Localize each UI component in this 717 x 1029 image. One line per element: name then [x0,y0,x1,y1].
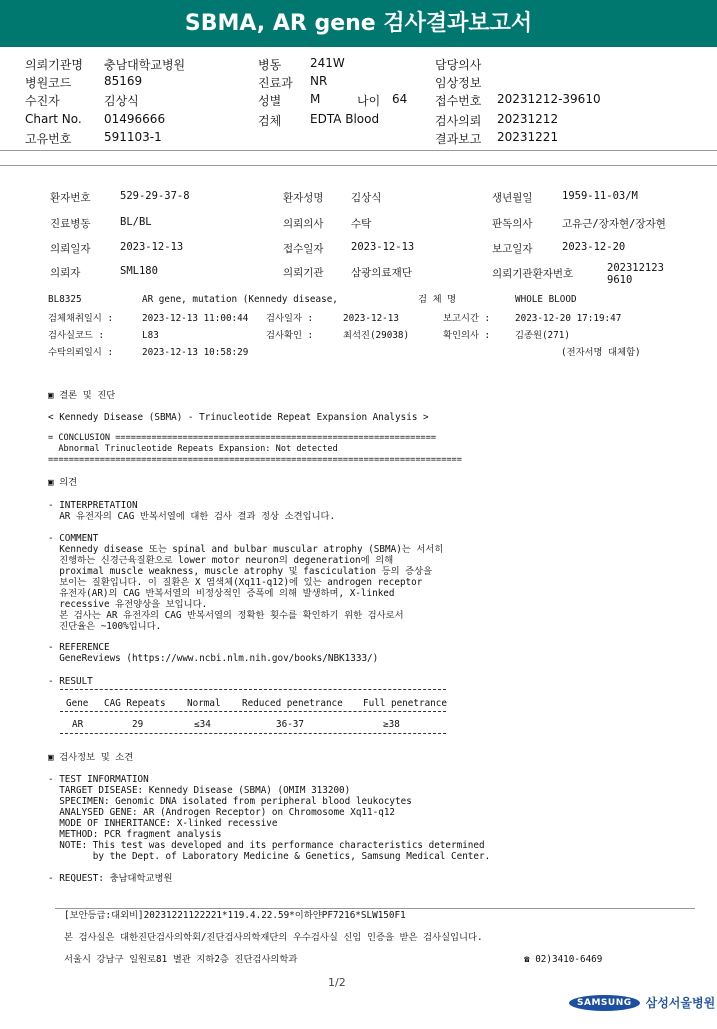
info-label: 환자성명 [283,192,324,204]
header-label: 수진자 [25,94,60,108]
info-value: 수탁 [351,218,372,230]
lab-code-value: L83 [142,330,159,341]
header-value: 591103-1 [104,130,162,144]
header-label: 고유번호 [25,132,72,146]
phone: ☎ 02)3410-6469 [524,954,603,965]
info-value: 2023-12-13 [120,241,184,253]
header-value: EDTA Blood [310,112,380,126]
info-label: 환자번호 [50,192,91,204]
result-col-header: Normal [187,698,221,709]
hospital-logo [569,994,715,1011]
result-col-header: Reduced penetrance [242,698,343,709]
test-info-heading: ▣ 검사정보 및 소견 [48,752,134,763]
test-name: AR gene, mutation (Kennedy disease, [142,294,338,305]
report-title: SBMA, AR gene 검사결과보고서 [0,0,717,47]
header-value: 241W [310,56,345,70]
info-value: 삼광의료재단 [351,267,412,279]
address: 서울시 강남구 일원로81 별관 지하2층 진단검사의학과 [64,954,298,965]
info-label: 진료병동 [50,218,91,230]
info-value: 529-29-37-8 [120,190,190,202]
header-value: NR [310,74,328,88]
info-label: 의뢰기관 [283,267,324,279]
header-label: 결과보고 [435,132,482,146]
header-label: Chart No. [25,112,82,126]
header-value: 김상식 [104,94,139,108]
header-value: 01496666 [104,112,166,126]
result-cell: 29 [132,719,144,730]
header-value: 20231221 [497,130,559,144]
info-label: 의뢰기관환자번호 [492,268,574,280]
header-value: 20231212 [497,112,559,126]
header-value: 충남대학교병원 [104,58,186,72]
result-rule-bottom [60,733,446,734]
info-value: 2023121239610 [607,262,664,286]
req-label: 수탁의뢰일시 : [48,347,114,358]
header-label: 검체 [258,114,282,128]
body-divider [0,165,717,166]
info-label: 판독의사 [492,218,533,230]
info-value: SML180 [120,265,158,277]
opinion-heading: ▣ 의견 [48,477,78,488]
result-cell: ≤34 [194,719,211,730]
info-value: 2023-12-13 [351,241,415,253]
info-label: 의뢰일자 [50,243,91,255]
result-rule-top [60,689,446,690]
checker-value: 최석진(29038) [343,330,410,341]
collect-value: 2023-12-13 11:00:44 [142,313,249,324]
header-divider [0,150,717,151]
report-time-value: 2023-12-20 17:19:47 [515,313,622,324]
req-value: 2023-12-13 10:58:29 [142,347,249,358]
result-col-header: Full penetrance [363,698,447,709]
header-label: 임상정보 [435,76,482,90]
conclusion-subtitle: < Kennedy Disease (SBMA) - Trinucleotide Repeat Expansion Analysis > [48,412,429,423]
interpretation: - INTERPRETATION AR 유전자의 CAG 반복서열에 대한 검사 결과 정상 소견입니다. [48,500,336,522]
header-label: 접수번호 [435,94,482,108]
test-code: BL8325 [48,294,82,305]
certification: 본 검사실은 대한진단검사의학회/진단검사의학재단의 우수검사실 신임 인증을 받은 검사실입니다. [64,932,483,943]
info-label: 생년월일 [492,192,533,204]
result-heading: - RESULT [48,676,93,687]
result-cell: 36-37 [276,719,304,730]
info-value: 1959-11-03/M [562,190,638,202]
info-label: 의뢰자 [50,267,81,279]
header-value: 20231212-39610 [497,92,601,106]
collect-label: 검체채취일시 : [48,313,114,324]
conclusion-block: = CONCLUSION ============================================================== Abnormal Trinucleotide Repeats Expansion: Not detected ================================================================================ [48,433,462,465]
specimen-label: 검 체 명 [418,294,457,305]
info-value: 2023-12-20 [562,241,626,253]
header-label: 진료과 [258,76,293,90]
result-cell: AR [72,719,84,730]
result-rule-mid [60,711,446,712]
header-label: 나이 [357,94,381,108]
lab-code-label: 검사실코드 : [48,330,105,341]
header-value: M [310,92,321,106]
result-cell: ≥38 [383,719,400,730]
specimen-value: WHOLE BLOOD [515,294,577,305]
comment: - COMMENT Kennedy disease 또는 spinal and bulbar muscular atrophy (SBMA)는 서서히 진행하는 신경근육질환으로 lower motor neuron의 degeneration에 의해 proximal muscle weakness, muscle atrophy 및 fasciculation 등의 증상을 보이는 질환입니다. 이 질환은 X 염색체(Xq11-q12)에 있는 androgen receptor 유전자(AR)의 CAG 반복서열의 비정상적인 증폭에 의해 발생하며, X-linked recessive 유전양상을 보입니다. 본 검사는 AR 유전자의 CAG 반복서열의 정확한 횟수를 확인하기 위한 검사로서 진단율은 ~100%입니다. [48,533,444,632]
sign-note: (전자서명 대체함) [561,347,641,358]
page-number: 1/2 [328,976,346,989]
header-label: 병동 [258,58,282,72]
info-value: BL/BL [120,216,152,228]
report-time-label: 보고시간 : [443,313,491,324]
confirm-label: 확인의사 : [443,330,491,341]
header-label: 검사의뢰 [435,114,482,128]
conclusion-heading: ▣ 결론 및 진단 [48,390,116,401]
info-label: 의뢰의사 [283,218,324,230]
security-line: [보안등급:대외비]20231221122221*119.4.22.59*이하얀PF7216*SLW150F1 [64,910,406,921]
info-label: 접수일자 [283,243,324,255]
header-value: 85169 [104,74,143,88]
reference: - REFERENCE GeneReviews (https://www.ncbi.nlm.nih.gov/books/NBK1333/) [48,642,379,664]
test-date-label: 검사일자 : [266,313,314,324]
header-label: 병원코드 [25,76,72,90]
header-label: 성별 [258,94,282,108]
test-information: - TEST INFORMATION TARGET DISEASE: Kennedy Disease (SBMA) (OMIM 313200) SPECIMEN: Genomic DNA isolated from peripheral blood leukocytes ANALYSED GENE: AR (Androgen Receptor) on Chromosome Xq11-q12 MODE OF INHERITANCE: X-linked recessive METHOD: PCR fragment analysis NOTE: This test was developed and its performance characteristics determined by the Dept. of Laboratory Medicine & Genetics, Samsung Medical Center. [48,774,491,862]
checker-label: 검사확인 : [266,330,314,341]
info-label: 보고일자 [492,243,533,255]
info-value: 고유근/장자현/장자현 [562,218,666,230]
header-label: 담당의사 [435,58,482,72]
hospital-name: 삼성서울병원 [645,996,716,1010]
test-date-value: 2023-12-13 [343,313,399,324]
result-col-header: CAG Repeats [104,698,166,709]
result-col-header: Gene [66,698,89,709]
info-value: 김상식 [351,192,382,204]
header-value: 64 [392,92,408,106]
confirm-value: 김종원(271) [515,330,570,341]
header-label: 의뢰기관명 [25,58,83,72]
request: - REQUEST: 충남대학교병원 [48,873,173,884]
samsung-brand: SAMSUNG [569,995,640,1011]
